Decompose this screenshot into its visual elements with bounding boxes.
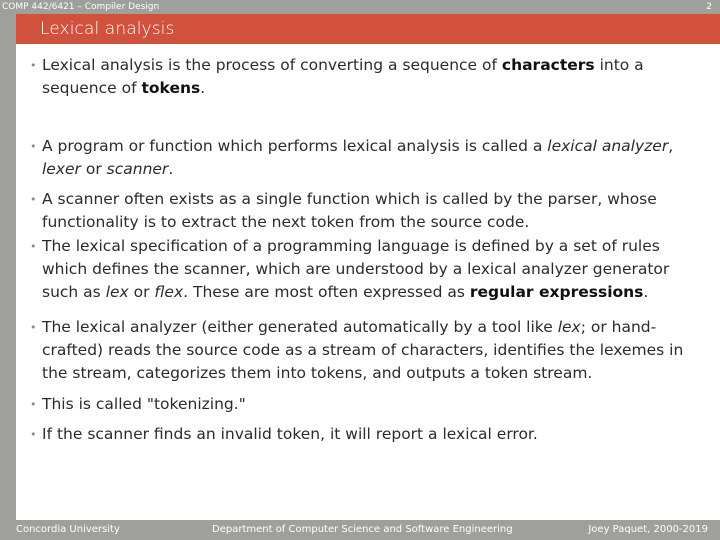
page-number: 2 [706, 2, 712, 12]
title-bar [16, 14, 720, 44]
bullet-emphasis: regular expressions [469, 283, 644, 301]
bullet-text [42, 235, 702, 304]
bullet-item [30, 235, 702, 304]
bullet-item [30, 423, 702, 446]
bullet-term: scanner [106, 160, 169, 178]
bullet-text-run: . These are most often expressed as [183, 283, 470, 301]
bullet-text-run: ; or hand-crafted) reads the source code as a stream of characters, identifies the lexemes in the stream, categorizes them into tokens, and outputs a token stream. [42, 318, 684, 382]
bullet-text-run: A program or function which performs lexical analysis is called a [42, 137, 548, 155]
bullet-dot-icon: • [30, 193, 37, 206]
bullet-dot-icon: • [30, 240, 37, 253]
bullet-item [30, 393, 702, 416]
slide-content [16, 44, 720, 520]
footer-author: Joey Paquet, 2000-2019 [588, 524, 708, 535]
bullet-text-run: The lexical specification of a programming language is defined by a set of rules which defines the scanner, which are understood by a lexical analyzer generator such as [42, 237, 670, 301]
bullet-text-run: or [128, 283, 155, 301]
bullet-dot-icon: • [30, 140, 37, 153]
bullet-text [42, 135, 702, 181]
bullet-term: lexical analyzer [547, 137, 669, 155]
course-title: COMP 442/6421 – Compiler Design [2, 2, 160, 12]
bullet-item [30, 188, 702, 234]
bullet-item [30, 54, 702, 100]
bullet-dot-icon: • [30, 59, 37, 72]
bullet-emphasis: characters [501, 56, 595, 74]
bullet-text-run: . [168, 160, 174, 178]
bullet-emphasis: tokens [141, 79, 201, 97]
footer-department: Department of Computer Science and Software Engineering [212, 524, 513, 535]
bullet-text-run: Lexical analysis is the process of converting a sequence of [42, 56, 502, 74]
bullet-text: This is called "tokenizing." [42, 395, 246, 413]
bullet-text-run: , [668, 137, 674, 155]
bullet-item [30, 316, 702, 385]
bullet-text-run: The lexical analyzer (either generated automatically by a tool like [42, 318, 558, 336]
top-bar [0, 0, 720, 14]
bullet-text [42, 316, 702, 385]
bullet-text-run: . [643, 283, 649, 301]
bullet-text: If the scanner finds an invalid token, it will report a lexical error. [42, 425, 538, 443]
bullet-dot-icon: • [30, 321, 37, 334]
bullet-term: flex [154, 283, 184, 301]
bullet-text-run: into a sequence of [42, 56, 644, 97]
footer [0, 520, 720, 540]
bullet-term: lexer [42, 160, 81, 178]
bullet-text-run: . [200, 79, 206, 97]
bullet-dot-icon: • [30, 398, 37, 411]
slide-title: Lexical analysis [40, 19, 175, 39]
bullet-term: lex [557, 318, 581, 336]
bullet-text-run: or [80, 160, 107, 178]
footer-university: Concordia University [16, 524, 120, 535]
bullet-text: A scanner often exists as a single function which is called by the parser, whose functionality is to extract the next token from the source code. [42, 190, 657, 231]
bullet-item [30, 135, 702, 181]
bullet-dot-icon: • [30, 428, 37, 441]
bullet-text [42, 54, 702, 100]
bullet-term: lex [105, 283, 129, 301]
